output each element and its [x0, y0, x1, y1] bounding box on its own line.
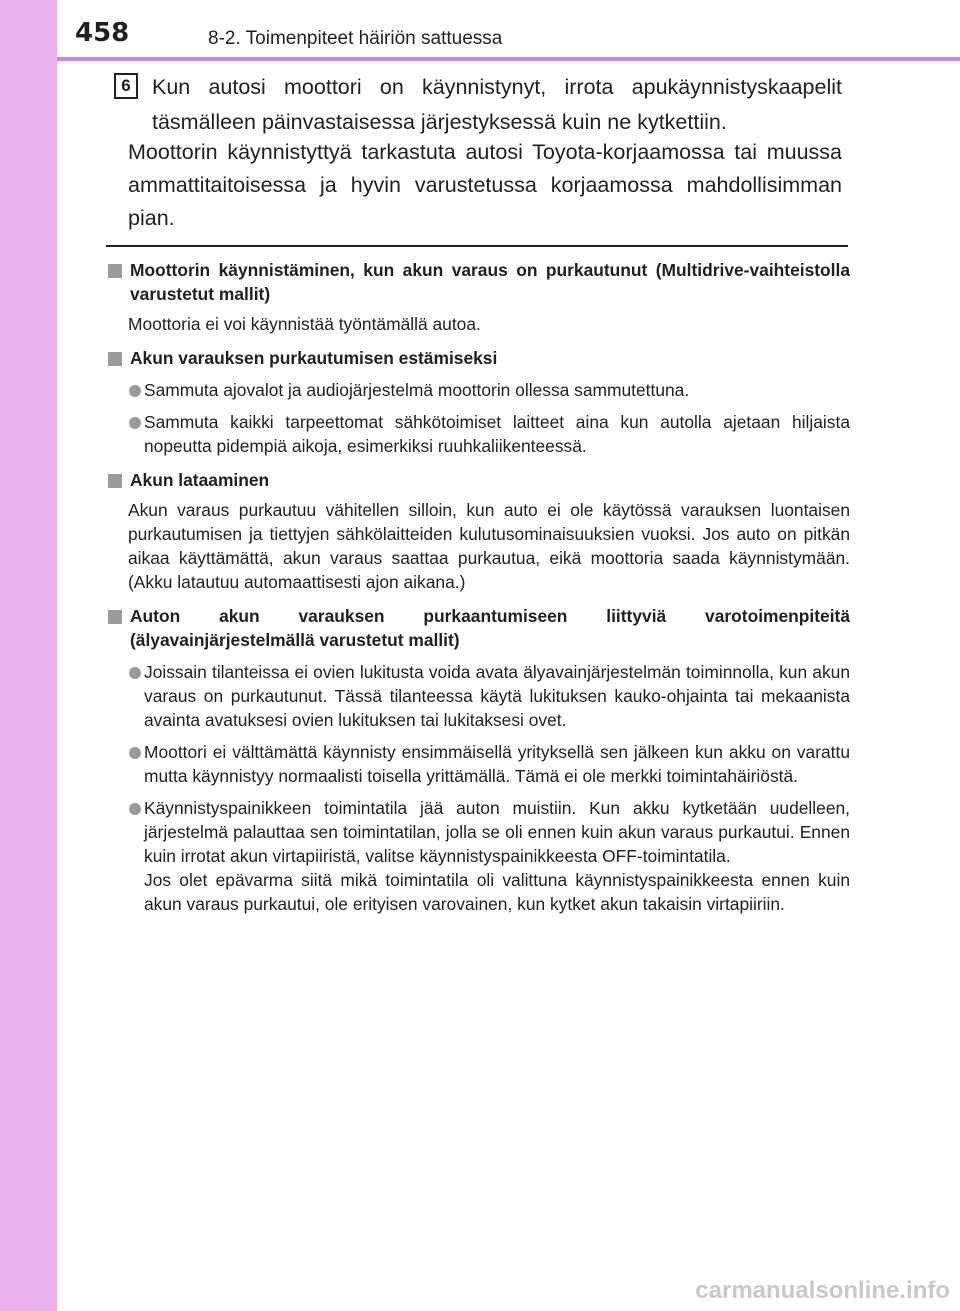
- list-item-text: Sammuta ajovalot ja audiojärjestelmä moottorin ollessa sammutettuna.: [144, 380, 690, 400]
- section-title: [106, 346, 850, 370]
- square-bullet-icon: [108, 474, 122, 488]
- step-number-box: 6: [114, 73, 138, 99]
- square-bullet-icon: [108, 264, 122, 278]
- section-title: [106, 604, 850, 652]
- section-title-text: Moottorin käynnistäminen, kun akun varaus on purkautunut (Multidrive-vaihteistolla varustetut mallit): [130, 260, 850, 304]
- section-title: [106, 258, 850, 306]
- circle-bullet-icon: [129, 417, 141, 429]
- section-body: Moottoria ei voi käynnistää työntämällä autoa.: [128, 314, 481, 334]
- page-header: [57, 0, 960, 62]
- list-item-text: Joissain tilanteissa ei ovien lukitusta voida avata älyavainjärjestelmän toiminnolla, kun akun varaus on purkautunut. Tässä tilanteessa käytä lukituksen kauko-ohjainta tai mekaanista avainta avatuksesi ovien lukituksen tai lukitaksesi ovet.: [144, 662, 850, 730]
- square-bullet-icon: [108, 610, 122, 624]
- list-item-text: Moottori ei välttämättä käynnisty ensimmäisellä yrityksellä sen jälkeen kun akku on varattu mutta käynnistyy normaalisti toisella yrittämällä. Tämä ei ole merkki toimintahäiriöstä.: [144, 742, 850, 786]
- list-item: [106, 796, 850, 916]
- list-item: [106, 378, 850, 402]
- page-number: 458: [75, 18, 130, 48]
- notes-content: [106, 258, 850, 916]
- square-bullet-icon: [108, 352, 122, 366]
- step-note: Moottorin käynnistyttyä tarkastuta autosi Toyota-korjaamossa tai muussa ammattitaitoisessa ja hyvin varustetussa korjaamossa mahdollisimman pian.: [128, 140, 842, 230]
- list-item: [106, 410, 850, 458]
- section-body: Akun varaus purkautuu vähitellen silloin, kun auto ei ole käytössä varauksen luontaisen purkautumisen ja tiettyjen sähkölaitteiden kulutusominaisuuksien vuoksi. Jos auto on pitkän aikaa käyttämättä, akun varaus saattaa purkautua, eikä moottoria saada käynnistymään. (Akku latautuu automaattisesti ajon aikana.): [128, 500, 850, 592]
- list-item-extra-text: Jos olet epävarma siitä mikä toimintatila oli valittuna käynnistyspainikkeesta ennen kuin akun varaus purkautui, ole erityisen varovainen, kun kytket akun takaisin virtapiiriin.: [144, 870, 850, 914]
- list-item-text: Sammuta kaikki tarpeettomat sähkötoimiset laitteet aina kun autolla ajetaan hiljaista nopeutta pidempiä aikoja, esimerkiksi ruuhkaliikenteessä.: [144, 412, 850, 456]
- circle-bullet-icon: [129, 803, 141, 815]
- watermark: carmanualsonline.info: [695, 1277, 950, 1304]
- section-title-text: Akun lataaminen: [130, 470, 270, 490]
- circle-bullet-icon: [129, 747, 141, 759]
- list-item-text: Käynnistyspainikkeen toimintatila jää auton muistiin. Kun akku kytketään uudelleen, järjestelmä palauttaa sen toimintatilan, jolla se oli ennen kuin akun varaus purkautui. Ennen kuin irrotat akun virtapiiristä, valitse käynnistyspainikkeesta OFF-toimintatila.: [144, 798, 850, 866]
- step-text: Kun autosi moottori on käynnistynyt, irrota apukäynnistyskaapelit täsmälleen päinvastaisessa järjestyksessä kuin ne kytkettiin.: [152, 75, 842, 134]
- section-title-text: Akun varauksen purkautumisen estämiseksi: [130, 348, 498, 368]
- list-item: [106, 660, 850, 732]
- circle-bullet-icon: [129, 667, 141, 679]
- section-title-text: Auton akun varauksen purkaantumiseen liittyviä varotoimenpiteitä (älyavainjärjestelmällä varustetut mallit): [130, 606, 850, 650]
- header-rule: [57, 57, 960, 61]
- section-title: [106, 468, 850, 492]
- side-color-band: [0, 0, 57, 1311]
- list-item: [106, 740, 850, 788]
- section-divider: [106, 245, 848, 247]
- chapter-title: 8-2. Toimenpiteet häiriön sattuessa: [208, 28, 503, 49]
- circle-bullet-icon: [129, 385, 141, 397]
